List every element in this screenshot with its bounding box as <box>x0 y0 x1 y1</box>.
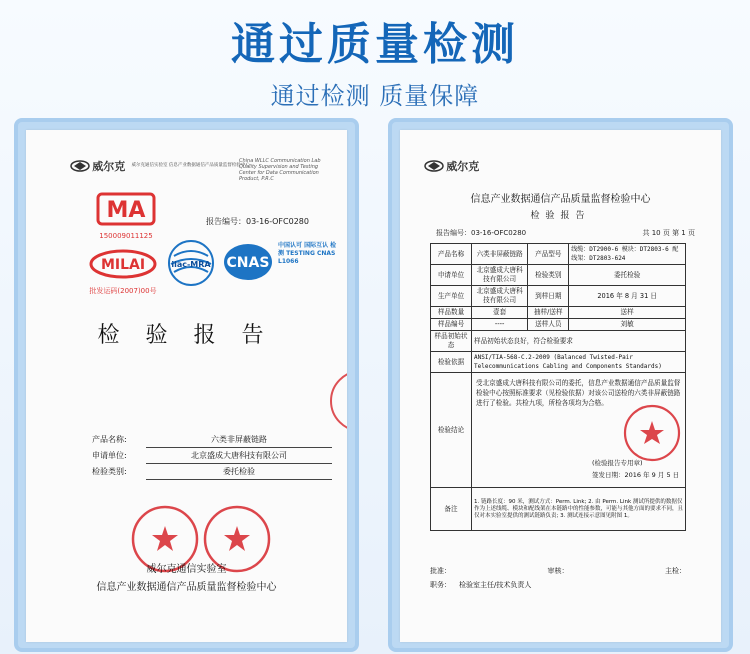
ma-mark <box>96 192 156 240</box>
table-cell: 检验依据 <box>431 352 472 373</box>
table-cell: ANSI/TIA-568-C.2-2009 (Balanced Twisted-Pair Telecommunications Cabling and Components Standards) <box>472 352 686 373</box>
left-report-number: 报告编号：03-16-OFC0280 <box>206 217 309 226</box>
table-row <box>431 307 686 319</box>
table-cell: 六类非屏蔽链路 <box>472 244 528 265</box>
approve-label: 批准： <box>430 567 451 575</box>
right-report-frame <box>388 118 733 652</box>
conclusion-text: 受北京盛成大唐科技有限公司的委托，信息产业数据通信产品质量监督检验中心按照标准要求（见检验依据）对该公司送检的六类非屏蔽链路进行了检验。共检九项，所检各项均为合格。 <box>476 379 681 407</box>
title-line <box>430 580 686 590</box>
title-label: 职务： <box>430 581 451 589</box>
lab-desc: 威尔克通信实验室 信息产业数据通信产品质量监督检验中心 <box>131 163 250 168</box>
right-report-pages: 共 10 页 第 1 页 <box>642 229 695 237</box>
left-lab-name: 威尔克通信实验室 <box>146 564 227 575</box>
milai-mark <box>88 248 158 296</box>
table-cell: 产品型号 <box>528 244 569 265</box>
title-value: 检验室主任/技术负责人 <box>459 581 532 589</box>
table-cell: 壹套 <box>472 307 528 319</box>
table-cell: 北京盛成大唐科技有限公司 <box>472 286 528 307</box>
info-row-product <box>92 432 332 448</box>
milai-icon <box>88 248 158 280</box>
seal-note: (检验报告专用章) <box>592 459 643 467</box>
table-row <box>431 488 686 531</box>
left-certificate-paper <box>26 130 347 642</box>
right-report-title: 检验报告 <box>530 211 591 221</box>
table-cell: 样品初始状态良好，符合检验要求 <box>472 331 686 352</box>
info-row-applicant <box>92 448 332 464</box>
left-lab-header <box>70 158 335 180</box>
lab-name-en: China WLLC Communication Lab Quality Supervision and Testing Center for Data Communication Product, P.R.C <box>239 158 321 182</box>
table-row <box>431 265 686 286</box>
table-cell: 2016 年 8 月 31 日 <box>569 286 686 307</box>
lab-name-cn: 威尔克 <box>92 160 126 173</box>
table-cell: 样品编号 <box>431 319 472 331</box>
right-red-seal-icon <box>622 403 682 463</box>
left-certificate-frame <box>14 118 359 652</box>
table-row <box>431 352 686 373</box>
table-cell: 刘敏 <box>569 319 686 331</box>
table-cell: 检验类别 <box>528 265 569 286</box>
right-report-number: 报告编号：03-16-OFC0280 <box>436 229 527 237</box>
table-row <box>431 286 686 307</box>
left-info-fields <box>92 432 332 480</box>
lab-logo-icon <box>424 160 444 172</box>
test-label: 主检： <box>665 567 686 575</box>
table-row <box>431 373 686 488</box>
lab-name-cn: 威尔克 <box>446 160 480 173</box>
table-cell: 抽样/送样 <box>528 307 569 319</box>
right-center-name: 信息产业数据通信产品质量监督检验中心 <box>470 194 651 205</box>
info-value: 委托检验 <box>146 464 332 480</box>
left-report-title: 检验报告 <box>97 323 290 348</box>
info-value: 北京盛成大唐科技有限公司 <box>146 448 332 464</box>
signature-row <box>430 566 686 590</box>
cnas-icon <box>222 242 274 282</box>
milai-code: 批发运码(2007)00号 <box>89 287 157 295</box>
table-row <box>431 319 686 331</box>
lab-logo-icon <box>70 160 90 172</box>
table-cell: 备注 <box>431 488 472 531</box>
left-edge-seal-icon <box>326 366 347 436</box>
svg-text:CNAS: CNAS <box>226 255 270 271</box>
info-row-type <box>92 464 332 480</box>
table-cell: 送样 <box>569 307 686 319</box>
table-cell: 检验结论 <box>431 373 472 488</box>
table-cell: 送样人员 <box>528 319 569 331</box>
table-cell: 生产单位 <box>431 286 472 307</box>
page-title: 通过质量检测 <box>231 19 519 70</box>
right-report-paper <box>400 130 721 642</box>
table-cell: 样品数量 <box>431 307 472 319</box>
table-cell: 北京盛成大唐科技有限公司 <box>472 265 528 286</box>
table-row <box>431 244 686 265</box>
info-key: 产品名称: <box>92 435 127 444</box>
svg-text:MILAI: MILAI <box>100 257 146 273</box>
ilac-mra-icon <box>166 238 216 288</box>
signature-line <box>430 566 686 576</box>
info-key: 申请单位: <box>92 451 127 460</box>
page-subtitle: 通过检测 质量保障 <box>270 82 480 110</box>
review-label: 审核： <box>547 567 569 575</box>
ma-icon <box>96 192 156 226</box>
table-cell: 委托检验 <box>569 265 686 286</box>
cnas-text: 中国认可 国际互认 检测 TESTING CNAS L1066 <box>278 242 337 265</box>
left-center-name: 信息产业数据通信产品质量监督检验中心 <box>96 582 277 593</box>
right-lab-header <box>424 158 709 180</box>
info-key: 检验类别: <box>92 467 127 476</box>
ma-code: 150009011125 <box>99 232 153 240</box>
sign-date: 签发日期：2016 年 9 月 5 日 <box>592 471 680 479</box>
report-table <box>430 243 686 531</box>
table-cell: 1. 链路长度：90 米，测试方式：Perm. Link; 2. 由 Perm. Link 测试所提供的数据仅作为上述线缆、模块和配线架在本链路中的性能参数，可能与其他方面的要求不同，且仅对本实验室提供的测试链路负责; 3. 测试连接示意图见附图 1。 <box>472 488 686 531</box>
table-cell: ---- <box>472 319 528 331</box>
conclusion-cell <box>472 373 686 488</box>
table-cell: 产品名称 <box>431 244 472 265</box>
svg-text:MA: MA <box>106 198 146 223</box>
table-cell: 线缆：DT2900-6 模块：DT2803-6 配线架：DT2803-624 <box>569 244 686 265</box>
table-cell: 申请单位 <box>431 265 472 286</box>
svg-text:ilac-MRA: ilac-MRA <box>171 260 211 269</box>
info-value: 六类非屏蔽链路 <box>146 432 332 448</box>
table-row <box>431 331 686 352</box>
table-cell: 到样日期 <box>528 286 569 307</box>
right-report-meta <box>436 228 695 238</box>
table-cell: 样品初始状态 <box>431 331 472 352</box>
